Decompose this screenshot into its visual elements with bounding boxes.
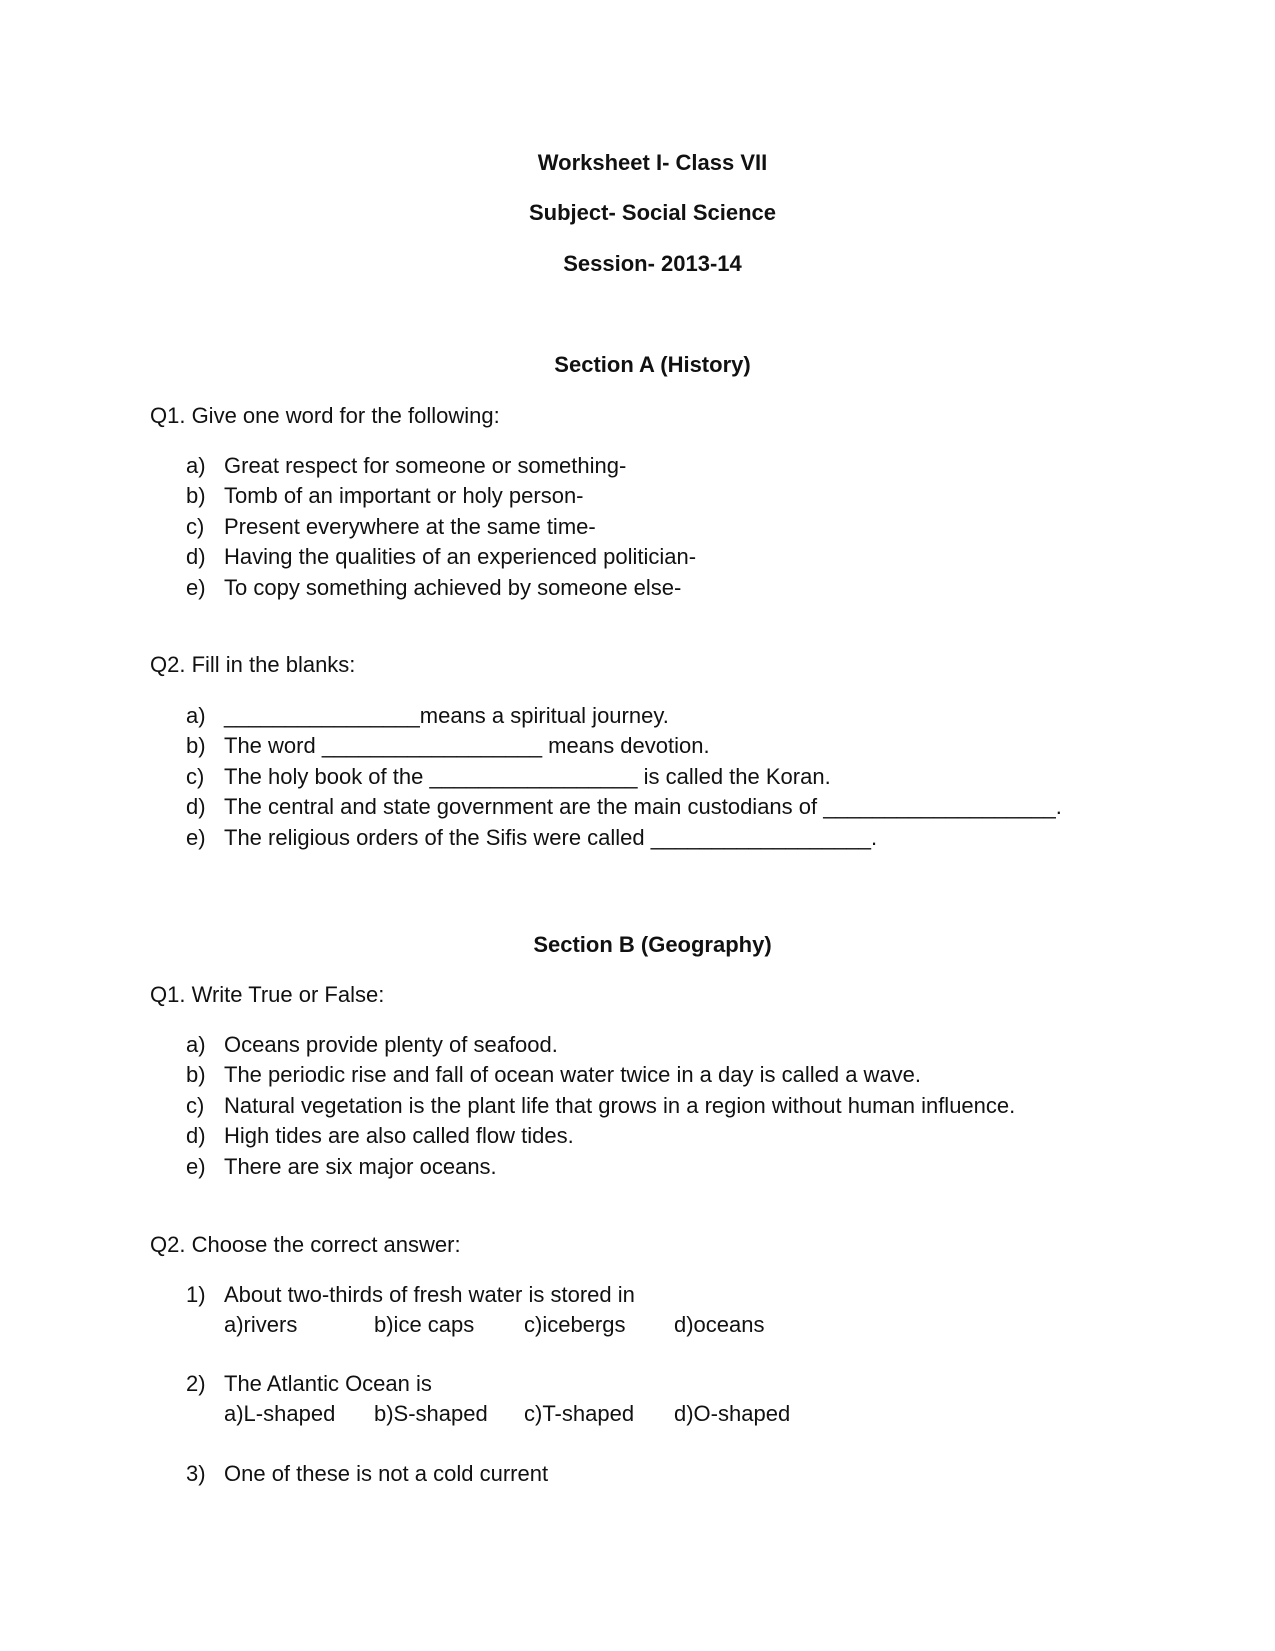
mcq-stem (186, 1371, 824, 1401)
mcq-text: The Atlantic Ocean is (224, 1371, 432, 1396)
item-text: High tides are also called flow tides. (224, 1123, 574, 1149)
mcq-option-d: d)oceans (674, 1312, 765, 1337)
item-text: The holy book of the _________________ is called the Koran. (224, 763, 831, 789)
list-item (186, 703, 1062, 733)
item-text: Present everywhere at the same time- (224, 513, 596, 539)
item-text: To copy something achieved by someone else- (224, 574, 682, 600)
section-a-q2-list (186, 703, 1062, 855)
list-item (186, 453, 696, 483)
item-text: The religious orders of the Sifis were called __________________. (224, 824, 878, 850)
item-marker: c) (186, 1092, 205, 1118)
item-text: Natural vegetation is the plant life that grows in a region without human influence. (224, 1092, 1016, 1118)
list-item (186, 514, 696, 544)
item-marker: e) (186, 574, 206, 600)
item-text: Oceans provide plenty of seafood. (224, 1032, 558, 1057)
item-marker: e) (186, 824, 206, 850)
item-marker: c) (186, 763, 205, 789)
section-a-q2-prompt: Q2. Fill in the blanks: (150, 652, 356, 677)
list-item (186, 1032, 1015, 1062)
item-marker: b) (186, 1062, 206, 1088)
list-item (186, 733, 1062, 763)
item-marker: 1) (186, 1282, 206, 1307)
mcq-options (186, 1401, 824, 1431)
session-heading: Session- 2013-14 (563, 251, 742, 276)
item-text: The periodic rise and fall of ocean water twice in a day is called a wave. (224, 1062, 922, 1088)
item-marker: e) (186, 1153, 206, 1179)
item-marker: 2) (186, 1371, 206, 1396)
item-text: The word __________________ means devotion. (224, 733, 710, 759)
item-marker: a) (186, 453, 206, 478)
list-item (186, 1062, 1015, 1092)
item-text: Tomb of an important or holy person- (224, 483, 584, 509)
mcq-question-2 (186, 1371, 824, 1431)
item-marker: 3) (186, 1461, 206, 1486)
subject-heading: Subject- Social Science (529, 200, 776, 225)
item-marker: d) (186, 794, 206, 820)
item-marker: a) (186, 1032, 206, 1057)
section-b-q1-prompt: Q1. Write True or False: (150, 982, 385, 1007)
mcq-stem (186, 1461, 548, 1491)
item-text: There are six major oceans. (224, 1153, 497, 1179)
mcq-option-c: c)icebergs (524, 1312, 626, 1337)
mcq-option-a: a)L-shaped (224, 1401, 336, 1426)
item-text: Having the qualities of an experienced politician- (224, 544, 697, 570)
mcq-text: One of these is not a cold current (224, 1461, 549, 1486)
mcq-text: About two-thirds of fresh water is stored in (224, 1282, 635, 1307)
item-marker: b) (186, 483, 206, 509)
mcq-question-1 (186, 1282, 824, 1342)
list-item (186, 1123, 1015, 1153)
list-item (186, 764, 1062, 794)
section-a-title: Section A (History) (554, 352, 751, 377)
section-b-title: Section B (Geography) (533, 932, 772, 957)
list-item (186, 544, 696, 574)
mcq-option-c: c)T-shaped (524, 1401, 635, 1426)
item-marker: d) (186, 1123, 206, 1149)
list-item (186, 825, 1062, 855)
mcq-option-d: d)O-shaped (674, 1401, 791, 1426)
mcq-stem (186, 1282, 824, 1312)
mcq-option-b: b)ice caps (374, 1312, 475, 1337)
item-text: The central and state government are the main custodians of ___________________. (224, 794, 1062, 820)
mcq-option-b: b)S-shaped (374, 1401, 488, 1426)
item-marker: c) (186, 513, 205, 539)
worksheet-title: Worksheet I- Class VII (537, 150, 768, 175)
mcq-options (186, 1312, 824, 1342)
mcq-option-a: a)rivers (224, 1312, 298, 1337)
item-marker: d) (186, 544, 206, 570)
list-item (186, 483, 696, 513)
list-item (186, 1093, 1015, 1123)
list-item (186, 575, 696, 605)
list-item (186, 1154, 1015, 1184)
list-item (186, 794, 1062, 824)
section-a-q1-prompt: Q1. Give one word for the following: (150, 403, 500, 428)
item-text: Great respect for someone or something- (224, 453, 627, 478)
item-marker: a) (186, 703, 206, 728)
section-a-q1-list (186, 453, 696, 605)
section-b-q1-list (186, 1032, 1015, 1184)
mcq-question-3 (186, 1461, 548, 1491)
item-text: ________________means a spiritual journey. (224, 703, 669, 728)
item-marker: b) (186, 733, 206, 759)
section-b-q2-prompt: Q2. Choose the correct answer: (150, 1232, 461, 1257)
